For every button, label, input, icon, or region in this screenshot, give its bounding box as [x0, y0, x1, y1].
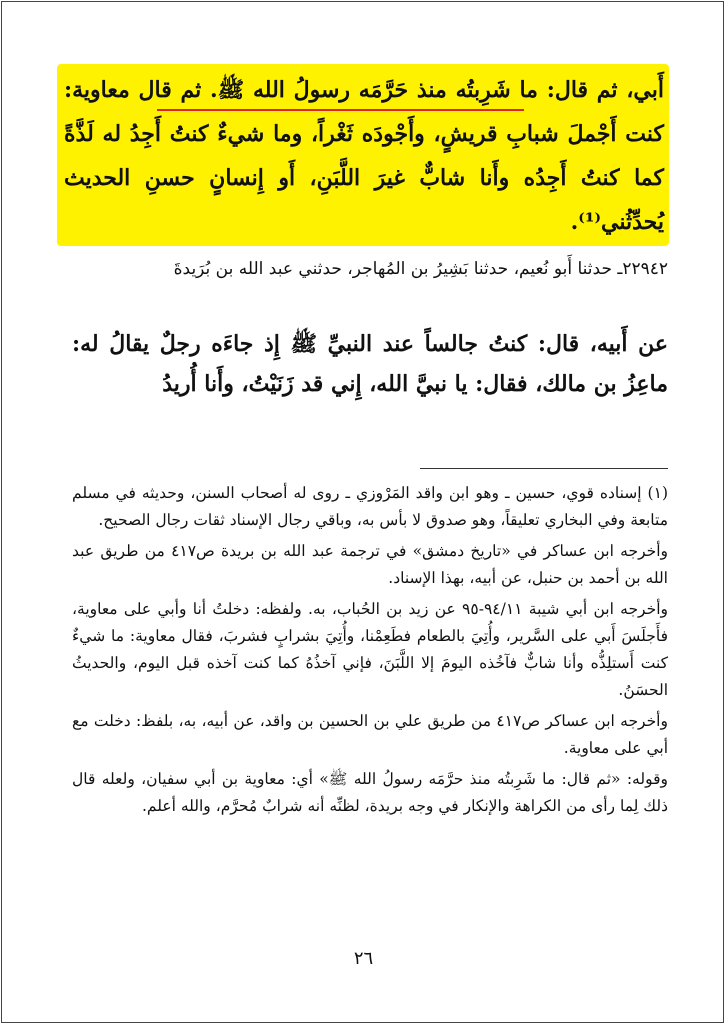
- page-number: ٢٦: [353, 948, 374, 969]
- book-page: [1, 1, 724, 1023]
- footnote-paragraph: وقوله: «ثم قال: ما شَرِبتُه منذ حرَّمَه رسولُ الله ﷺ» أي: معاوية بن أبي سفيان، ولعله قال ذلك لِما رأى من الكراهة والإنكار في وجه بريدة، لظنِّه أنه شرابٌ مُحرَّم، والله أعلم.: [72, 770, 668, 815]
- highlighted-passage: أَبي، ثم قال: ما شَرِبتُه منذ حَرَّمَه رسولُ الله ﷺ. ثم قال معاوية: كنت أَجْملَ شبابِ قريشٍ، وأَجْودَه ثَغْراً، وما شيءٌ كنتُ أَجِدُ له لَذَّةً كما كنتُ أَجِدُه وأَنا شابٌّ غيرَ اللَّبَنِ، أَو إِنسانٍ حسنِ الحديث يُحدِّثُني⁽¹⁾.: [64, 77, 664, 235]
- footnote-separator: [420, 468, 668, 469]
- footnote-paragraph: وأخرجه ابن عساكر في «تاريخ دمشق» في ترجمة عبد الله بن بريدة ص٤١٧ من طريق عبد الله بن أحمد بن حنبل، عن أبيه، بهذا الإسناد.: [72, 542, 669, 587]
- footnotes: [72, 480, 668, 824]
- hadith-text: عن أَبيه، قال: كنتُ جالساً عند النبيِّ ﷺ إِذ جاءَه رجلٌ يقالُ له: ماعِزُ بن مالك، فقال: يا نبيَّ الله، إِني قد زَنَيْتُ، وأَنا أُريدُ: [72, 331, 668, 397]
- footnote-paragraph: وأخرجه ابن أبي شيبة ٩٤/١١-٩٥ عن زيد بن الحُباب، به. ولفظه: دخلتُ أنا وأبي على معاوية، فأَجلَسَ أَبي على السَّرير، وأُتِيَ بالطعام فطَعِمْنا، وأُتِيَ بشرابٍ فشربَ، فقال معاوية: ما شيءٌ كنت أَستلِذُّه وأنا شابٌّ فآخُذه اليومَ إلا اللَّبَنَ، فإني آخذُهُ كما كنت آخذه قبل اليوم، والحديثُ الحسَنُ.: [72, 600, 668, 699]
- footnote-paragraph: وأخرجه ابن عساكر ص٤١٧ من طريق علي بن الحسين بن واقد، عن أبيه، به، بلفظ: دخلت مع أبي على معاوية.: [72, 712, 668, 757]
- hadith-chain: ٢٢٩٤٢ـ حدثنا أَبو نُعيم، حدثنا بَشِيرُ بن المُهاجر، حدثني عبد الله بن بُرَيدةَ: [173, 259, 668, 279]
- footnote-paragraph: (١) إسناده قوي، حسين ـ وهو ابن واقد المَرْوزي ـ روى له أصحاب السنن، وحديثه في مسلم متابعة وفي البخاري تعليقاً، وهو صدوق لا بأس به، وباقي رجال الإسناد ثقات رجال الصحيح.: [72, 484, 668, 529]
